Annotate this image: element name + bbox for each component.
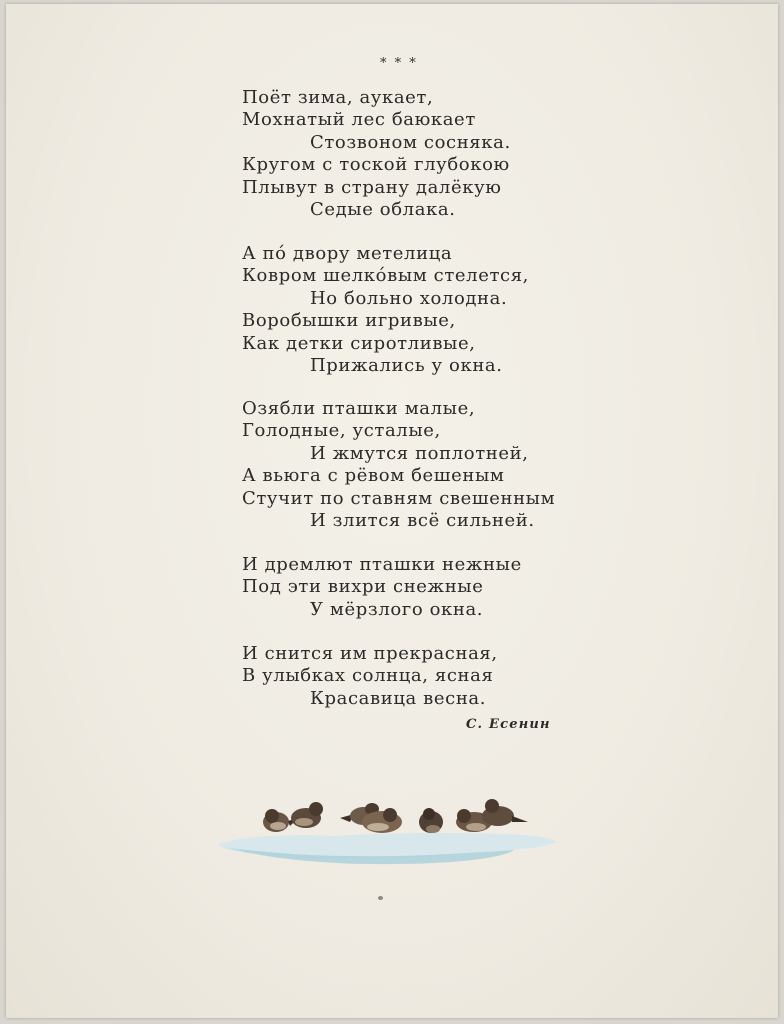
stanza-3 <box>242 398 555 532</box>
sparrow-7 <box>482 799 528 826</box>
stanza-2 <box>242 243 529 377</box>
poem-line: Мохнатый лес баюкает <box>242 109 476 131</box>
poem-line: Голодные, усталые, <box>242 420 441 442</box>
poem-line: Кругом с тоской глубокою <box>242 154 510 176</box>
poem-line: Красавица весна. <box>310 687 487 709</box>
poem-line: У мёрзлого окна. <box>310 598 484 620</box>
poem-line: И жмутся поплотней, <box>310 442 529 464</box>
poem-line: Стозвоном сосняка. <box>310 131 511 153</box>
stanza-1 <box>242 87 511 221</box>
sparrow-5 <box>419 808 443 833</box>
author-signature: С. Есенин <box>466 717 551 732</box>
poem-line: Плывут в страну далёкую <box>242 176 502 198</box>
paper-speck <box>378 896 383 900</box>
poem-line: А по́ двору метелица <box>242 243 453 264</box>
poem-line: Ковром шелко́вым стелется, <box>242 265 529 287</box>
poem-line: Седые облака. <box>310 199 456 221</box>
sparrows-illustration <box>214 786 560 872</box>
stanza-5 <box>242 643 498 710</box>
sparrow-2 <box>291 802 323 828</box>
poem-line: Озябли пташки малые, <box>242 398 476 419</box>
poem-line: Прижались у окна. <box>310 355 503 377</box>
stanza-ornament: * * * <box>380 56 418 71</box>
poem-line: В улыбках солнца, ясная <box>242 665 494 687</box>
stanza-4 <box>242 554 522 621</box>
poem-line: Под эти вихри снежные <box>242 576 484 598</box>
poem-line: А вьюга с рёвом бешеным <box>242 465 505 487</box>
poem-line: И дремлют пташки нежные <box>242 554 522 575</box>
poem-line: Воробышки игривые, <box>242 310 456 332</box>
poem-line: И злится всё сильней. <box>310 510 535 532</box>
poem-line: Как детки сиротливые, <box>242 332 476 354</box>
poem-line: Стучит по ставням свешенным <box>242 487 556 509</box>
poem-line: Поёт зима, аукает, <box>242 87 434 108</box>
poem-line: И снится им прекрасная, <box>242 643 498 664</box>
poem-line: Но больно холодна. <box>310 287 508 309</box>
